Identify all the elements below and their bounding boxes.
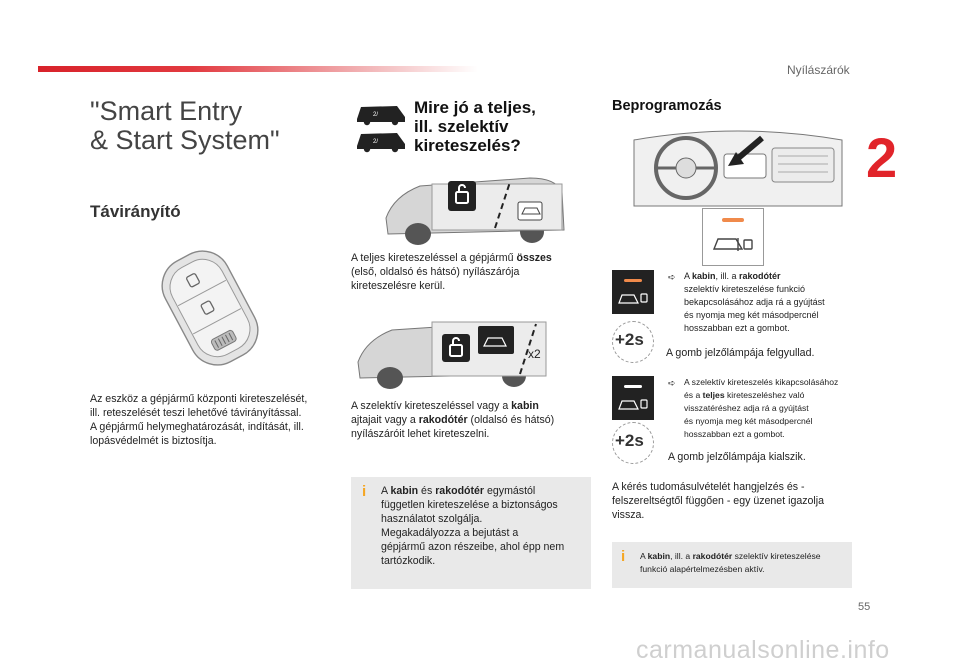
step1-result: A gomb jelzőlámpája felgyullad. xyxy=(666,347,815,359)
confirmation-description: A kérés tudomásulvételét hangjelzés és - felszereltségtől függően - egy üzenet igazolja vissza. xyxy=(612,481,825,521)
button-off-icon xyxy=(612,376,654,420)
van-icons xyxy=(353,99,409,153)
remote-description: Az eszköz a gépjármű központi kireteszelését, ill. reteszelését teszi lehetővé távirányítással. A gépjármű helymeghatározását, indítását, ill. lopásvédelmét is biztosítja. xyxy=(90,393,308,447)
info-note-security-text: A kabin és rakodótér egymástól független kireteszelése a biztonságos használatot szolgálja. Megakadályozza a bejutást a gépjármű azon részeibe, ahol épp nem tartózkodik. xyxy=(381,485,565,567)
chapter-number: 2 xyxy=(866,126,898,189)
selective-unlock-heading: Mire jó a teljes, ill. szelektív kireteszelés? xyxy=(414,98,536,155)
info-note-default-text: A kabin, ill. a rakodótér szelektív kireteszelése funkció alapértelmezésben aktív. xyxy=(640,551,821,574)
full-unlock-description: A teljes kireteszeléssel a gépjármű összes (első, oldalsó és hátsó) nyílászárója kireteszelésre kerül. xyxy=(351,252,552,292)
svg-text:2/: 2/ xyxy=(373,112,379,118)
watermark: carmanualsonline.info xyxy=(636,636,890,664)
step2-text: A szelektív kireteszelés kikapcsolásához és a teljes kireteszeléshez való visszatéréshez adja rá a gyújtást és nyomja meg két másodpercnél hosszabban ezt a gombot. xyxy=(684,377,839,439)
svg-text:2/: 2/ xyxy=(373,139,379,145)
van-lock-icon xyxy=(712,233,756,255)
step1-text: A kabin, ill. a rakodótér szelektív kireteszelése funkció bekapcsolásához adja rá a gyújtást és nyomja meg két másodpercnél hosszabban ezt a gombot. xyxy=(684,271,825,333)
van-full-unlock-illustration xyxy=(380,168,570,248)
led-on xyxy=(624,279,642,282)
van-selective-unlock-illustration xyxy=(352,312,552,392)
step2-result: A gomb jelzőlámpája kialszik. xyxy=(668,451,806,463)
page-number: 55 xyxy=(858,601,871,613)
programming-heading: Beprogramozás xyxy=(612,98,722,114)
selective-unlock-description: A szelektív kireteszeléssel vagy a kabin ajtajait vagy a rakodótér (oldalsó és hátsó) nyílászáróit lehet kireteszelni. xyxy=(351,400,555,440)
selective-unlock-button-closeup xyxy=(702,208,764,266)
section-title: Nyílászárók xyxy=(787,63,850,77)
dashboard-illustration xyxy=(632,126,844,210)
timer-label: +2s xyxy=(615,330,644,349)
info-icon: i xyxy=(621,548,626,565)
button-led xyxy=(722,218,744,222)
header-accent-bar xyxy=(38,66,478,72)
page-title: "Smart Entry & Start System" xyxy=(90,96,280,155)
bullet-arrow: ➪ xyxy=(668,272,676,282)
bullet-arrow: ➪ xyxy=(668,378,676,388)
info-icon: i xyxy=(362,483,367,500)
smart-key-illustration xyxy=(135,243,285,373)
timer-label: +2s xyxy=(615,431,644,450)
remote-control-heading: Távirányító xyxy=(90,202,181,221)
button-on-icon xyxy=(612,270,654,314)
multiplier-label: x2 xyxy=(528,347,541,361)
led-off xyxy=(624,385,642,388)
